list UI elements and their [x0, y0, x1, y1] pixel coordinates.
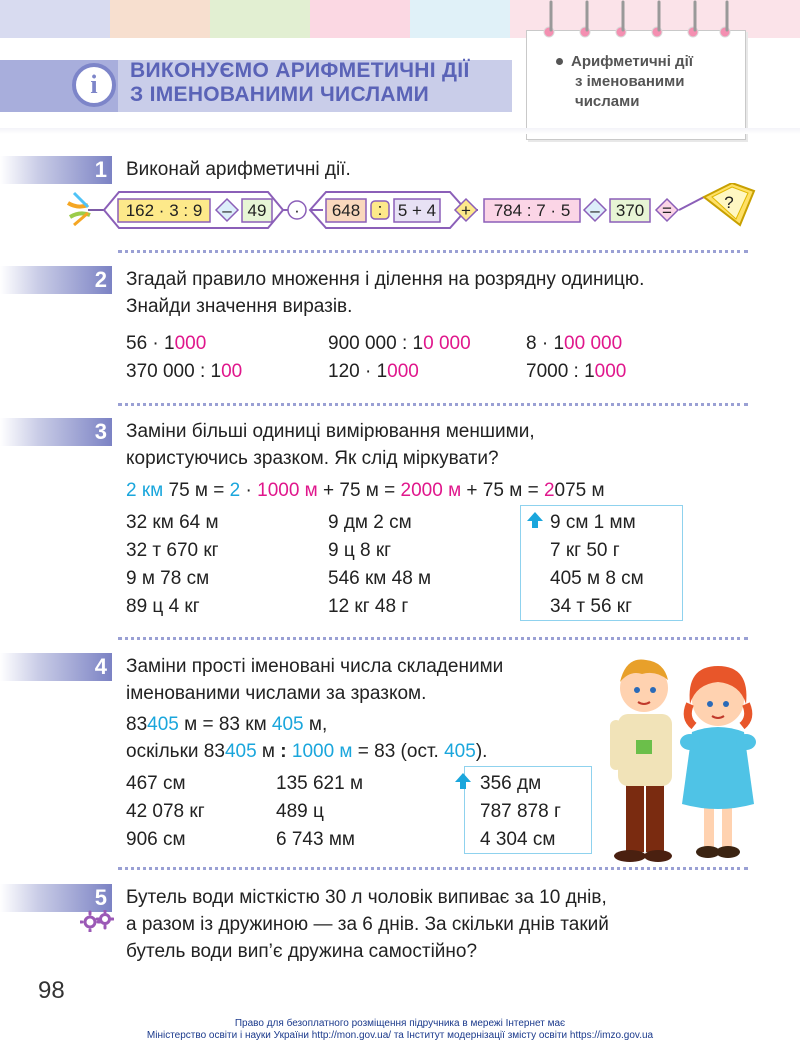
notebook-rings-icon [537, 0, 737, 42]
task1-expression-chain [64, 183, 764, 243]
task3-item: 89 ц 4 кг [126, 596, 200, 617]
footer-line2: Міністерство освіти і науки України http://mon.gov.ua/ та Інститут модернізації змісту освіти https://imzo.gov.ua [146, 1030, 654, 1041]
task4-item: 787 878 г [480, 801, 561, 822]
task-number-2: 2 [0, 266, 112, 294]
gears-icon [80, 910, 114, 932]
task3-item: 9 м 78 см [126, 568, 210, 589]
task1-box-5: 784 : 7 · 5 [493, 201, 571, 220]
task2-expr: 900 000 : 10 000 [328, 333, 471, 354]
task4-item: 42 078 кг [126, 801, 205, 822]
task2-text-line1: Згадай правило множення і ділення на розрядну одиницю. [126, 269, 645, 290]
task1-box-3: 648 [331, 201, 361, 220]
divider [118, 250, 748, 253]
task3-item: 546 км 48 м [328, 568, 432, 589]
task1-box-4: 5 + 4 [397, 201, 437, 220]
task1-box-6: 370 [615, 201, 645, 220]
girl-figure [680, 666, 756, 858]
divider [118, 637, 748, 640]
task3-text-line1: Заміни більші одиниці вимірювання меншими, [126, 421, 535, 442]
task3-item: 32 км 64 м [126, 512, 219, 533]
task1-op-plus: + [461, 201, 471, 220]
top-band-1 [0, 0, 110, 38]
task5-text-line2: а разом із дружиною — за 6 днів. За скільки днів такий [126, 914, 609, 935]
task-number-3: 3 [0, 418, 112, 446]
task3-item: 9 ц 8 кг [328, 540, 392, 561]
task3-item: 32 т 670 кг [126, 540, 219, 561]
task2-text-line2: Знайди значення виразів. [126, 296, 353, 317]
task1-text: Виконай арифметичні дії. [126, 159, 351, 180]
divider [118, 403, 748, 406]
task3-item: 7 кг 50 г [550, 540, 620, 561]
task-number-1: 1 [0, 156, 112, 184]
bullet-icon [556, 58, 563, 65]
page-title [130, 59, 520, 107]
task3-item: 405 м 8 см [550, 568, 644, 589]
task4-example-2: оскільки 83405 м : 1000 м = 83 (ост. 405). [126, 741, 488, 762]
task3-item: 12 кг 48 г [328, 596, 409, 617]
up-arrow-icon [454, 772, 472, 790]
task1-op-div: : [377, 200, 383, 219]
page-title-line2: З ІМЕНОВАНИМИ ЧИСЛАМИ [130, 83, 430, 106]
task2-expr: 7000 : 1000 [526, 361, 627, 382]
task4-item: 906 см [126, 829, 186, 850]
task1-op-minus-2: – [590, 201, 600, 220]
task4-text-line2: іменованими числами за зразком. [126, 683, 427, 704]
header-separator [0, 128, 800, 134]
divider [118, 867, 748, 870]
boy-figure [610, 659, 672, 862]
top-band-4 [310, 0, 410, 38]
task1-box-1: 162 · 3 : 9 [125, 201, 203, 220]
task3-text-line2: користуючись зразком. Як слід міркувати? [126, 448, 499, 469]
up-arrow-icon [526, 511, 544, 529]
topic-label: Арифметичні дії з іменованими числами [550, 52, 740, 112]
task3-item: 9 дм 2 см [328, 512, 412, 533]
task3-example: 2 км 75 м = 2 · 1000 м + 75 м = 2000 м + 75 м = 2075 м [126, 480, 605, 501]
page-number: 98 [38, 977, 65, 1004]
kite-question: ? [724, 193, 734, 212]
task1-op-eq: = [662, 201, 672, 220]
info-icon: i [72, 63, 116, 107]
top-band-5 [410, 0, 510, 38]
task4-item: 135 621 м [276, 773, 364, 794]
task1-op-minus-1: – [222, 201, 232, 220]
task3-item: 9 см 1 мм [550, 512, 636, 533]
task2-expr: 8 · 100 000 [526, 333, 623, 354]
task2-expr: 120 · 1000 [328, 361, 419, 382]
task1-box-2: 49 [247, 201, 267, 220]
task3-item: 34 т 56 кг [550, 596, 633, 617]
task4-example-1: 83405 м = 83 км 405 м, [126, 714, 328, 735]
task2-expr: 370 000 : 100 [126, 361, 243, 382]
top-band-2 [110, 0, 210, 38]
task4-text-line1: Заміни прості іменовані числа складеними [126, 656, 504, 677]
task2-expr: 56 · 1000 [126, 333, 207, 354]
page-title-line1: ВИКОНУЄМО АРИФМЕТИЧНІ ДІЇ [130, 59, 470, 82]
task5-text-line3: бутель води вип’є дружина самостійно? [126, 941, 478, 962]
footer [0, 1018, 800, 1042]
task4-item: 467 см [126, 773, 186, 794]
task5-text-line1: Бутель води місткістю 30 л чоловік випиває за 10 днів, [126, 887, 607, 908]
task-number-5: 5 [0, 884, 112, 912]
task-number-4: 4 [0, 653, 112, 681]
kite-tail-icon [68, 193, 90, 225]
top-band-3 [210, 0, 310, 38]
task4-item: 489 ц [276, 801, 324, 822]
children-illustration [600, 648, 780, 870]
task4-item: 6 743 мм [276, 829, 355, 850]
task4-item: 356 дм [480, 773, 542, 794]
task1-op-dot: · [294, 201, 300, 220]
task4-item: 4 304 см [480, 829, 556, 850]
footer-line1: Право для безоплатного розміщення підручника в мережі Інтернет має [234, 1018, 566, 1029]
